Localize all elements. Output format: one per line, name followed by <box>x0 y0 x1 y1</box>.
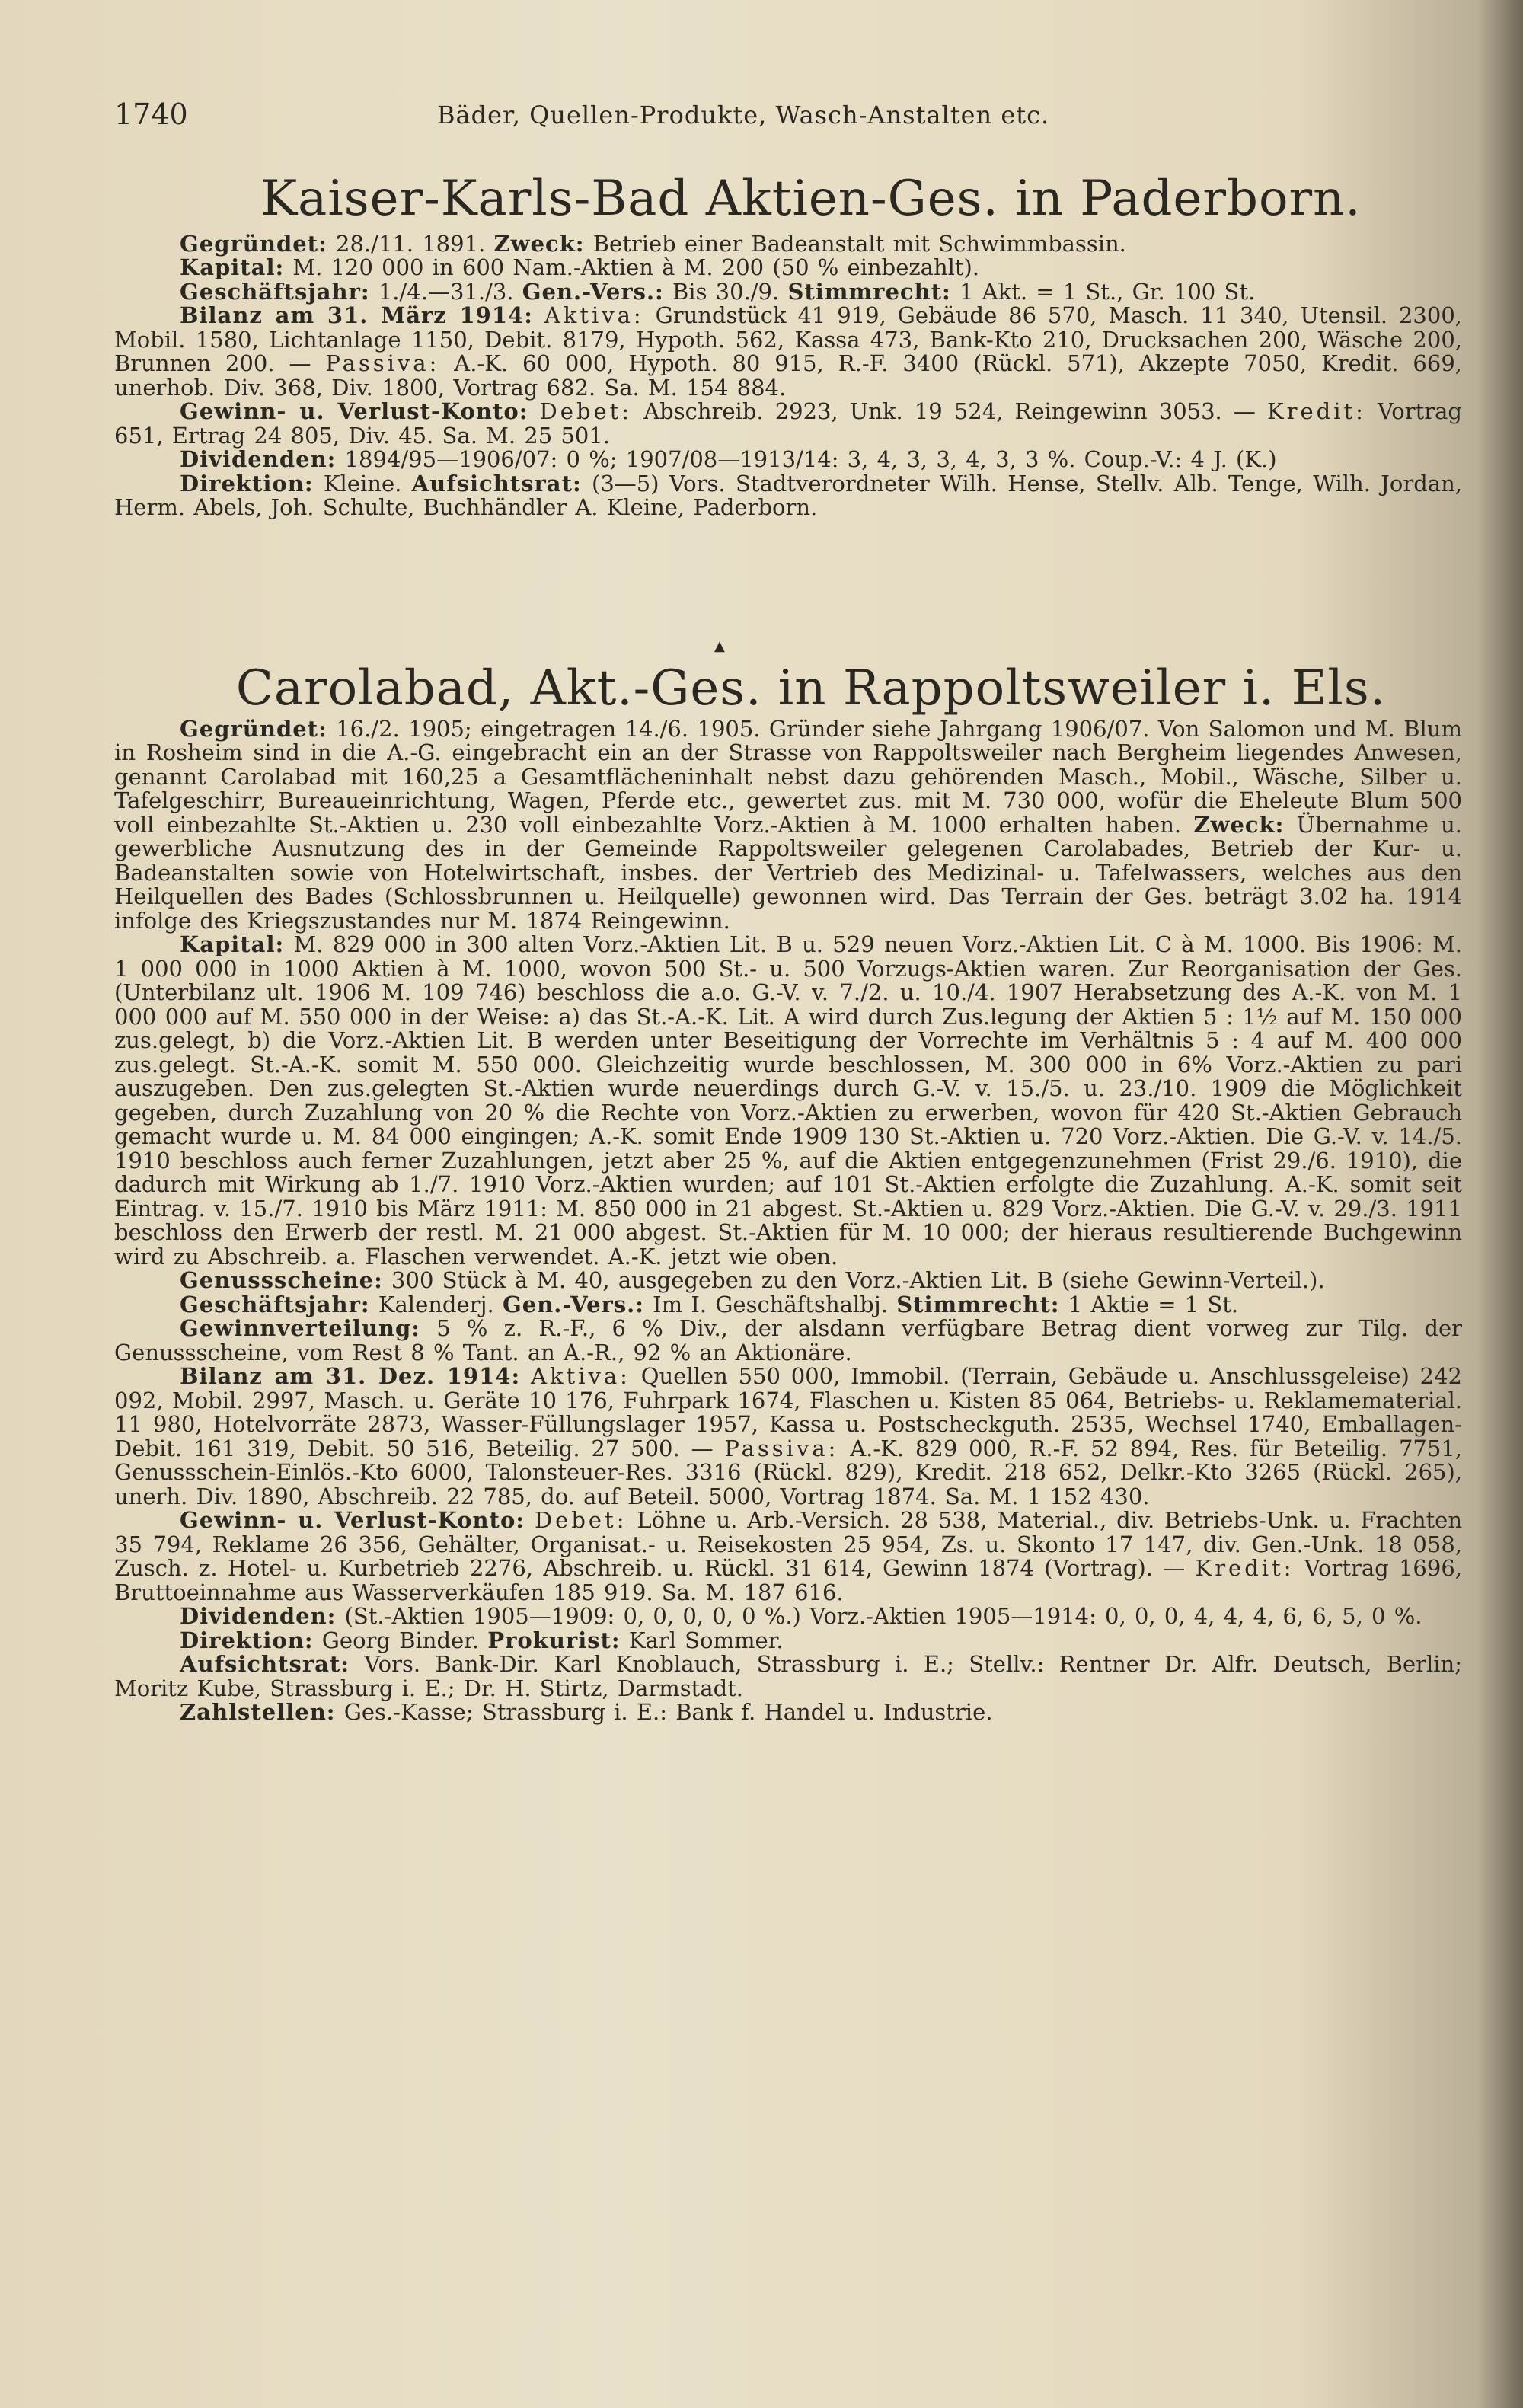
field-label: Stimmrecht: <box>787 278 951 305</box>
field-label: Gegründet: <box>180 230 327 257</box>
entry-paragraph <box>114 472 1462 520</box>
field-text: M. 829 000 in 300 alten Vorz.-Aktien Lit. B u. 529 neuen Vorz.-Aktien Lit. C à M. 1000. Bis 1906: M. 1 000 000 in 1000 Aktien à M. 1000, wovon 500 St.- u. 500 Vorzugs-Aktien waren. Zur Reorganisation der Ges. (Unterbilanz ult. 1906 M. 109 746) beschloss die a.o. G.-V. v. 7./2. u. 10./4. 1907 Herabsetzung des A.-K. von M. 1 000 000 auf M. 550 000 in der Weise: a) das St.-A.-K. Lit. A wird durch Zus.legung der Aktien 5 : 1½ auf M. 150 000 zus.gelegt, b) die Vorz.-Aktien Lit. B werden unter Beseitigung der Vorrechte im Verhältnis 5 : 4 auf M. 400 000 zus.gelegt. St.-A.-K. somit M. 550 000. Gleichzeitig wurde beschlossen, M. 300 000 in 6% Vorz.-Aktien zu pari auszugeben. Den zus.gelegten St.-Aktien wurde neuerdings durch G.-V. v. 15./5. u. 23./10. 1909 die Möglichkeit gegeben, durch Zuzahlung von 20 % die Rechte von Vorz.-Aktien zu erwerben, wovon für 420 St.-Aktien Gebrauch gemacht wurde u. M. 84 000 eingingen; A.-K. somit Ende 1909 130 St.-Aktien u. 720 Vorz.-Aktien. Die G.-V. v. 14./5. 1910 beschloss auch ferner Zuzahlungen, jetzt aber 25 %, auf die Aktien entgegenzunehmen (Frist 29./6. 1910), die dadurch mit Wirkung ab 1./7. 1910 Vorz.-Aktien wurden; auf 101 St.-Aktien erfolgte die Zuzahlung. A.-K. somit seit Eintrag. v. 15./7. 1910 bis März 1911: M. 850 000 in 21 abgest. St.-Aktien u. 829 Vorz.-Aktien. Die G.-V. v. 29./3. 1911 beschloss den Erwerb der restl. M. 21 000 abgest. St.-Aktien für M. 10 000; der hieraus resultierende Buchgewinn wird zu Abschreib. a. Flaschen verwendet. A.-K. jetzt wie oben. <box>114 931 1462 1269</box>
field-label: Stimmrecht: <box>896 1291 1060 1317</box>
field-sublabel: Debet: <box>534 1507 627 1534</box>
field-sublabel: Kredit: <box>1195 1555 1295 1582</box>
field-label: Prokurist: <box>487 1627 621 1653</box>
entry-paragraph <box>114 1509 1462 1605</box>
field-label: Zahlstellen: <box>180 1699 336 1726</box>
field-text: Vortrag 651, Ertrag 24 805, Div. 45. Sa. M. 25 501. <box>114 398 1462 449</box>
entry-paragraph <box>114 280 1462 305</box>
field-label: Direktion: <box>180 470 314 497</box>
field-text: Abschreib. 2923, Unk. 19 524, Reingewinn 3053. — <box>632 398 1267 425</box>
field-text: Vortrag 1696, Bruttoeinnahme aus Wasserverkäufen 185 919. Sa. M. 187 616. <box>114 1555 1462 1605</box>
field-text: 16./2. 1905; eingetragen 14./6. 1905. Gründer siehe Jahrgang 1906/07. Von Salomon und M. Blum in Rosheim sind in die A.-G. eingebracht ein an der Strasse von Rappoltsweiler nach Bergheim liegendes Anwesen, genannt Carolabad mit 160,25 a Gesamtflächeninhalt nebst dazu gehörenden Masch., Mobil., Wäsche, Silber u. Tafelgeschirr, Bureaueinrichtung, Wagen, Pferde etc., gewertet zus. mit M. 730 000, wofür die Eheleute Blum 500 voll einbezahlte St.-Aktien u. 230 voll einbezahlte Vorz.-Aktien à M. 1000 erhalten haben. <box>114 715 1462 838</box>
field-label: Kapital: <box>180 254 285 281</box>
field-label: Genussscheine: <box>180 1267 383 1294</box>
article-body <box>114 232 1462 520</box>
field-label: Geschäftsjahr: <box>180 278 370 305</box>
field-text: Ges.-Kasse; Strassburg i. E.: Bank f. Handel u. Industrie. <box>335 1699 993 1726</box>
field-text: A.-K. 829 000, R.-F. 52 894, Res. für Beteilig. 7751, Genussschein-Einlös.-Kto 6000, Talonsteuer-Res. 3316 (Rückl. 829), Kredit. 218 652, Delkr.-Kto 3265 (Rückl. 265), unerh. Div. 1890, Abschreib. 22 785, do. auf Beteil. 5000, Vortrag 1874. Sa. M. 1 152 430. <box>114 1435 1462 1509</box>
field-sublabel: Debet: <box>539 398 633 425</box>
entry-paragraph <box>114 1701 1462 1725</box>
entry-paragraph <box>114 1269 1462 1293</box>
page-number: 1740 <box>114 97 188 131</box>
field-text <box>525 1507 535 1533</box>
field-label: Aufsichtsrat: <box>180 1651 350 1678</box>
field-label: Bilanz am 31. März 1914: <box>180 302 533 329</box>
field-text: Betrieb einer Badeanstalt mit Schwimmbassin. <box>584 230 1126 257</box>
field-label: Zweck: <box>1193 811 1285 838</box>
entry-paragraph <box>114 256 1462 280</box>
field-text: Kalenderj. <box>369 1291 503 1317</box>
entry-paragraph <box>114 304 1462 400</box>
field-text <box>533 302 544 328</box>
field-text: 1 Akt. = 1 St., Gr. 100 St. <box>950 278 1256 305</box>
field-text: Quellen 550 000, Immobil. (Terrain, Gebäude u. Anschlussgeleise) 242 092, Mobil. 2997, Masch. u. Geräte 10 176, Fuhrpark 1674, Flaschen u. Kisten 85 064, Betriebs- u. Reklamematerial. 11 980, Hotelvorräte 2873, Wasser-Füllungslager 1957, Kassa u. Postscheckguth. 2535, Wechsel 1740, Emballagen-Debit. 161 319, Debit. 50 516, Beteilig. 27 500. — <box>114 1363 1463 1461</box>
field-text: Vors. Bank-Dir. Karl Knoblauch, Strassburg i. E.; Stellv.: Rentner Dr. Alfr. Deutsch, Berlin; Moritz Kube, Strassburg i. E.; Dr. H. Stirtz, Darmstadt. <box>114 1651 1462 1701</box>
entry-paragraph <box>114 232 1462 257</box>
field-text: (St.-Aktien 1905—1909: 0, 0, 0, 0, 0 %.) Vorz.-Aktien 1905—1914: 0, 0, 0, 4, 4, 4, 6, 6, 5, 0 %. <box>336 1603 1422 1630</box>
field-text: 300 Stück à M. 40, ausgegeben zu den Vorz.-Aktien Lit. B (siehe Gewinn-Verteil.). <box>382 1267 1325 1294</box>
field-text: Grundstück 41 919, Gebäude 86 570, Masch. 11 340, Utensil. 2300, Mobil. 1580, Lichtanlage 1150, Debit. 8179, Hypoth. 562, Kassa 473, Bank-Kto 210, Drucksachen 200, Wäsche 200, Brunnen 200. — <box>114 302 1463 377</box>
article-title: Kaiser-Karls-Bad Aktien-Ges. in Paderborn. <box>260 171 1362 227</box>
field-text: Löhne u. Arb.-Versich. 28 538, Material., div. Betriebs-Unk. u. Frachten 35 794, Reklame 26 356, Gehälter, Organisat.- u. Reisekosten 25 954, Zs. u. Skonto 17 147, div. Gen.-Unk. 18 058, Zusch. z. Hotel- u. Kurbetrieb 2276, Abschreib. u. Rückl. 31 614, Gewinn 1874 (Vortrag). — <box>114 1507 1462 1582</box>
field-label: Gewinn- u. Verlust-Konto: <box>180 1507 525 1534</box>
field-text: 1894/95—1906/07: 0 %; 1907/08—1913/14: 3, 4, 3, 3, 4, 3, 3 %. Coup.-V.: 4 J. (K.) <box>336 446 1277 473</box>
field-sublabel: Aktiva: <box>531 1363 631 1390</box>
field-text: 28./11. 1891. <box>327 230 494 257</box>
article-carolabad <box>114 661 1462 1725</box>
field-sublabel: Passiva: <box>325 350 440 377</box>
field-label: Gewinn- u. Verlust-Konto: <box>180 398 528 425</box>
entry-paragraph <box>114 1365 1462 1509</box>
running-head <box>114 97 1454 143</box>
field-label: Zweck: <box>493 230 585 257</box>
field-label: Geschäftsjahr: <box>180 1291 370 1317</box>
field-text: Georg Binder. <box>313 1627 488 1653</box>
field-text: Im I. Geschäftshalbj. <box>643 1291 897 1317</box>
field-label: Gewinnverteilung: <box>180 1315 420 1342</box>
field-text: Übernahme u. gewerbliche Ausnutzung des in der Gemeinde Rappoltsweiler gelegenen Carolabades, Betrieb der Kur- u. Badeanstalten sowie von Hotelwirtschaft, insbes. der Vertrieb des Medizinal- u. Tafelwassers, welches aus den Heilquellen des Bades (Schlossbrunnen u. Heilquelle) gewonnen wird. Das Terrain der Ges. beträgt 3.02 ha. 1914 infolge des Kriegszustandes nur M. 1874 Reingewinn. <box>114 811 1462 934</box>
entry-paragraph <box>114 1629 1462 1653</box>
field-label: Gen.-Vers.: <box>502 1291 644 1317</box>
field-text: 5 % z. R.-F., 6 % Div., der alsdann verfügbare Betrag dient vorweg zur Tilg. der Genussscheine, vom Rest 8 % Tant. an A.-R., 92 % an Aktionäre. <box>114 1315 1462 1365</box>
running-title: Bäder, Quellen-Produkte, Wasch-Anstalten etc. <box>437 101 1050 129</box>
field-sublabel: Aktiva: <box>544 302 644 329</box>
separator-ornament: ▲ <box>714 638 725 654</box>
entry-paragraph <box>114 1653 1462 1701</box>
article-body <box>114 717 1462 1725</box>
entry-paragraph <box>114 933 1462 1269</box>
article-kaiser-karls-bad <box>114 171 1462 520</box>
field-text: Bis 30./9. <box>663 278 788 305</box>
field-label: Gegründet: <box>180 715 327 742</box>
field-text: (3—5) Vors. Stadtverordneter Wilh. Hense, Stellv. Alb. Tenge, Wilh. Jordan, Herm. Abels, Joh. Schulte, Buchhändler A. Kleine, Paderborn. <box>114 470 1462 521</box>
entry-paragraph <box>114 448 1462 472</box>
field-text: Karl Sommer. <box>620 1627 784 1653</box>
field-sublabel: Kredit: <box>1266 398 1366 425</box>
field-text <box>528 398 539 424</box>
entry-paragraph <box>114 1293 1462 1317</box>
field-label: Aufsichtsrat: <box>411 470 582 497</box>
field-label: Gen.-Vers.: <box>522 278 664 305</box>
article-title: Carolabad, Akt.-Ges. in Rappoltsweiler i. Els. <box>235 660 1387 717</box>
field-text <box>520 1363 531 1389</box>
field-text: 1 Aktie = 1 St. <box>1059 1291 1239 1317</box>
entry-paragraph <box>114 717 1462 934</box>
field-label: Bilanz am 31. Dez. 1914: <box>180 1363 521 1390</box>
field-label: Dividenden: <box>180 1603 337 1630</box>
field-text: M. 120 000 in 600 Nam.-Aktien à M. 200 (50 % einbezahlt). <box>284 254 980 281</box>
field-text: A.-K. 60 000, Hypoth. 80 915, R.-F. 3400 (Rückl. 571), Akzepte 7050, Kredit. 669, unerhob. Div. 368, Div. 1800, Vortrag 682. Sa. M. 154 884. <box>114 350 1462 401</box>
entry-paragraph <box>114 1605 1462 1629</box>
field-label: Direktion: <box>180 1627 314 1653</box>
entry-paragraph <box>114 1317 1462 1365</box>
entry-paragraph <box>114 400 1462 448</box>
field-text: Kleine. <box>313 470 412 497</box>
field-text: 1./4.—31./3. <box>369 278 522 305</box>
field-sublabel: Passiva: <box>724 1435 839 1461</box>
field-label: Kapital: <box>180 931 285 958</box>
field-label: Dividenden: <box>180 446 337 473</box>
